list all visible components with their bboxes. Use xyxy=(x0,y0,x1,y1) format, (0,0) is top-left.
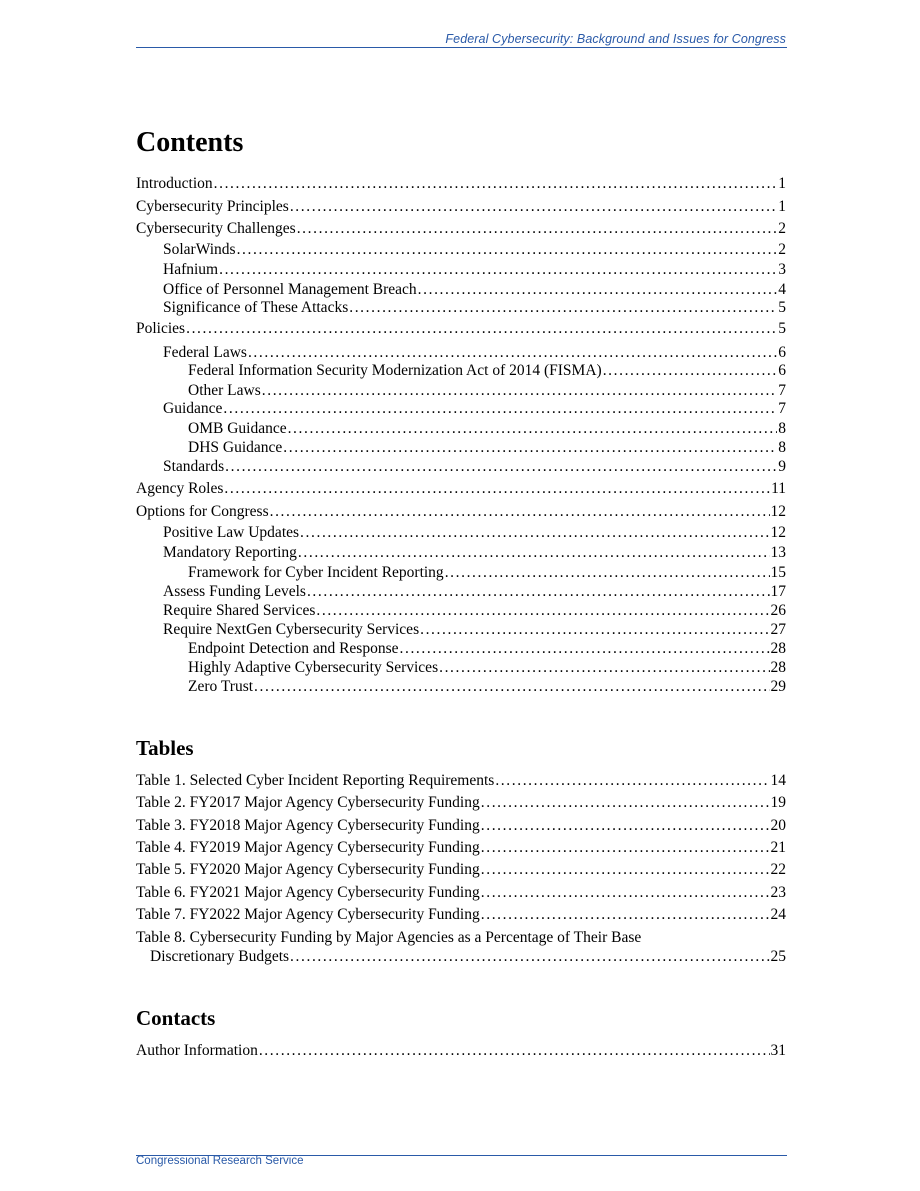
toc-entry-page: 19 xyxy=(770,794,786,811)
toc-entry-page: 8 xyxy=(778,420,786,437)
toc-entry[interactable] xyxy=(163,583,786,601)
leader-dots xyxy=(225,458,777,476)
toc-entry-label: Require NextGen Cybersecurity Services xyxy=(163,621,420,638)
toc-entry-page: 17 xyxy=(770,583,786,600)
toc-entry-label: Cybersecurity Challenges xyxy=(136,220,296,237)
toc-entry-label: Mandatory Reporting xyxy=(163,544,297,561)
toc-entry-page: 12 xyxy=(770,524,786,541)
leader-dots xyxy=(259,1042,770,1060)
toc-entry-page: 22 xyxy=(770,861,786,878)
leader-dots xyxy=(248,344,777,362)
leader-dots xyxy=(300,524,769,542)
toc-entry[interactable] xyxy=(136,320,786,338)
toc-entry-table-8[interactable] xyxy=(136,928,786,966)
toc-entry-page: 24 xyxy=(770,906,786,923)
toc-entry-label: Assess Funding Levels xyxy=(163,583,306,600)
toc-entry-label: Positive Law Updates xyxy=(163,524,300,541)
toc-entry[interactable] xyxy=(136,794,786,812)
toc-entry-label: Cybersecurity Principles xyxy=(136,198,289,215)
toc-entry-page: 7 xyxy=(778,400,786,417)
leader-dots xyxy=(418,281,778,299)
toc-entry-label: Office of Personnel Management Breach xyxy=(163,281,417,298)
leader-dots xyxy=(481,839,770,857)
toc-entry-label: Framework for Cyber Incident Reporting xyxy=(188,564,444,581)
toc-entry-label: Standards xyxy=(163,458,225,475)
leader-dots xyxy=(283,439,777,457)
toc-entry-label: Guidance xyxy=(163,400,223,417)
toc-entry[interactable] xyxy=(136,861,786,879)
toc-entry-label: Highly Adaptive Cybersecurity Services xyxy=(188,659,439,676)
leader-dots xyxy=(237,241,778,259)
toc-entry-label: Author Information xyxy=(136,1042,258,1059)
leader-dots xyxy=(481,794,770,812)
toc-entry-label: Table 3. FY2018 Major Agency Cybersecurity Funding xyxy=(136,817,480,834)
leader-dots xyxy=(290,947,769,966)
toc-entry[interactable] xyxy=(188,420,786,438)
toc-entry-label: DHS Guidance xyxy=(188,439,283,456)
leader-dots xyxy=(270,503,770,521)
toc-entry-page: 28 xyxy=(770,640,786,657)
toc-entry-page: 5 xyxy=(778,320,786,337)
toc-entry-page: 1 xyxy=(778,198,786,215)
toc-entry-page: 1 xyxy=(778,175,786,192)
header-rule xyxy=(136,47,787,48)
leader-dots xyxy=(298,544,770,562)
toc-entry-page: 2 xyxy=(778,220,786,237)
leader-dots xyxy=(445,564,770,582)
leader-dots xyxy=(349,299,777,317)
toc-entry[interactable] xyxy=(188,362,786,380)
toc-entry-label: Table 2. FY2017 Major Agency Cybersecurity Funding xyxy=(136,794,480,811)
leader-dots xyxy=(481,884,770,902)
leader-dots xyxy=(297,220,778,238)
toc-entry-label: Table 7. FY2022 Major Agency Cybersecurity Funding xyxy=(136,906,480,923)
running-header-title: Federal Cybersecurity: Background and Issues for Congress xyxy=(445,32,786,46)
leader-dots xyxy=(420,621,769,639)
toc-entry-page: 20 xyxy=(770,817,786,834)
toc-entry[interactable] xyxy=(163,544,786,562)
leader-dots xyxy=(495,772,769,790)
toc-entry[interactable] xyxy=(136,198,786,216)
toc-entry-page: 6 xyxy=(778,362,786,379)
toc-entry-page: 12 xyxy=(770,503,786,520)
toc-entry-page: 21 xyxy=(770,839,786,856)
toc-entry[interactable] xyxy=(188,640,786,658)
toc-entry-label: Policies xyxy=(136,320,186,337)
toc-entry[interactable] xyxy=(136,906,786,924)
leader-dots xyxy=(186,320,777,338)
toc-entry-page: 2 xyxy=(778,241,786,258)
toc-entry-page: 4 xyxy=(778,281,786,298)
leader-dots xyxy=(481,817,770,835)
toc-entry-label: Other Laws xyxy=(188,382,261,399)
toc-entry-label: Agency Roles xyxy=(136,480,224,497)
toc-entry-page: 9 xyxy=(778,458,786,475)
toc-entry-label: Table 1. Selected Cyber Incident Reporting Requirements xyxy=(136,772,495,789)
leader-dots xyxy=(288,420,778,438)
toc-entry-page: 15 xyxy=(770,564,786,581)
toc-entry[interactable] xyxy=(188,678,786,696)
leader-dots xyxy=(603,362,778,380)
toc-entry[interactable] xyxy=(136,480,786,498)
toc-entry-page: 13 xyxy=(770,544,786,561)
leader-dots xyxy=(254,678,769,696)
leader-dots xyxy=(307,583,770,601)
toc-entry-label: Federal Information Security Modernization Act of 2014 (FISMA) xyxy=(188,362,602,379)
leader-dots xyxy=(214,175,778,193)
toc-entry[interactable] xyxy=(163,621,786,639)
toc-entry[interactable] xyxy=(136,839,786,857)
toc-entry[interactable] xyxy=(188,659,786,677)
toc-entry-page: 27 xyxy=(770,621,786,638)
toc-entry[interactable] xyxy=(163,400,786,418)
toc-entry-label: Table 4. FY2019 Major Agency Cybersecurity Funding xyxy=(136,839,480,856)
toc-entry[interactable] xyxy=(136,1042,786,1060)
toc-entry-label: Significance of These Attacks xyxy=(163,299,349,316)
toc-entry-page: 5 xyxy=(778,299,786,316)
toc-entry[interactable] xyxy=(188,564,786,582)
leader-dots xyxy=(481,861,770,879)
leader-dots xyxy=(481,906,770,924)
toc-entry[interactable] xyxy=(188,439,786,457)
toc-entry[interactable] xyxy=(163,602,786,620)
toc-entry-page: 8 xyxy=(778,439,786,456)
toc-entry[interactable] xyxy=(136,817,786,835)
toc-entry-page: 23 xyxy=(770,884,786,901)
toc-entry-label: SolarWinds xyxy=(163,241,236,258)
toc-entry-label: Table 6. FY2021 Major Agency Cybersecurity Funding xyxy=(136,884,480,901)
toc-entry[interactable] xyxy=(136,772,786,790)
toc-entry-page: 11 xyxy=(771,480,786,497)
toc-entry-label: Zero Trust xyxy=(188,678,254,695)
toc-entry[interactable] xyxy=(163,281,786,299)
toc-entry-page: 26 xyxy=(770,602,786,619)
toc-entry[interactable] xyxy=(163,524,786,542)
toc-entry[interactable] xyxy=(163,344,786,362)
toc-entry-label: Options for Congress xyxy=(136,503,269,520)
toc-entry-label: Federal Laws xyxy=(163,344,247,361)
toc-entry-label: Table 5. FY2020 Major Agency Cybersecurity Funding xyxy=(136,861,480,878)
toc-entry-label: Introduction xyxy=(136,175,213,192)
footer-organization: Congressional Research Service xyxy=(136,1155,304,1167)
toc-entry-page: 14 xyxy=(770,772,786,789)
toc-entry-label: Hafnium xyxy=(163,261,219,278)
leader-dots xyxy=(219,261,777,279)
toc-entry-label: Require Shared Services xyxy=(163,602,316,619)
toc-entry[interactable] xyxy=(136,503,786,521)
toc-entry-label: OMB Guidance xyxy=(188,420,287,437)
toc-entry[interactable] xyxy=(136,884,786,902)
leader-dots xyxy=(316,602,769,620)
toc-entry-page: 29 xyxy=(770,678,786,695)
toc-entry[interactable] xyxy=(163,458,786,476)
toc-entry[interactable] xyxy=(163,261,786,279)
leader-dots xyxy=(262,382,778,400)
toc-entry-page: 7 xyxy=(778,382,786,399)
leader-dots xyxy=(290,198,777,216)
tables-heading: Tables xyxy=(136,736,194,760)
toc-entry[interactable] xyxy=(163,299,786,317)
leader-dots xyxy=(223,400,777,418)
toc-entry-page: 31 xyxy=(770,1042,786,1059)
toc-entry-label-line2: Discretionary Budgets xyxy=(150,948,290,965)
leader-dots xyxy=(439,659,769,677)
toc-entry[interactable] xyxy=(136,220,786,238)
contacts-heading: Contacts xyxy=(136,1006,216,1030)
toc-entry[interactable] xyxy=(188,382,786,400)
toc-entry-page: 3 xyxy=(778,261,786,278)
toc-entry-page: 28 xyxy=(770,659,786,676)
leader-dots xyxy=(400,640,770,658)
contents-heading: Contents xyxy=(136,127,244,158)
toc-entry[interactable] xyxy=(136,175,786,193)
toc-entry[interactable] xyxy=(163,241,786,259)
toc-entry-label-line1: Table 8. Cybersecurity Funding by Major Agencies as a Percentage of Their Base xyxy=(136,929,642,946)
leader-dots xyxy=(224,480,770,498)
toc-entry-page: 25 xyxy=(770,948,786,965)
toc-entry-page: 6 xyxy=(778,344,786,361)
toc-entry-label: Endpoint Detection and Response xyxy=(188,640,399,657)
